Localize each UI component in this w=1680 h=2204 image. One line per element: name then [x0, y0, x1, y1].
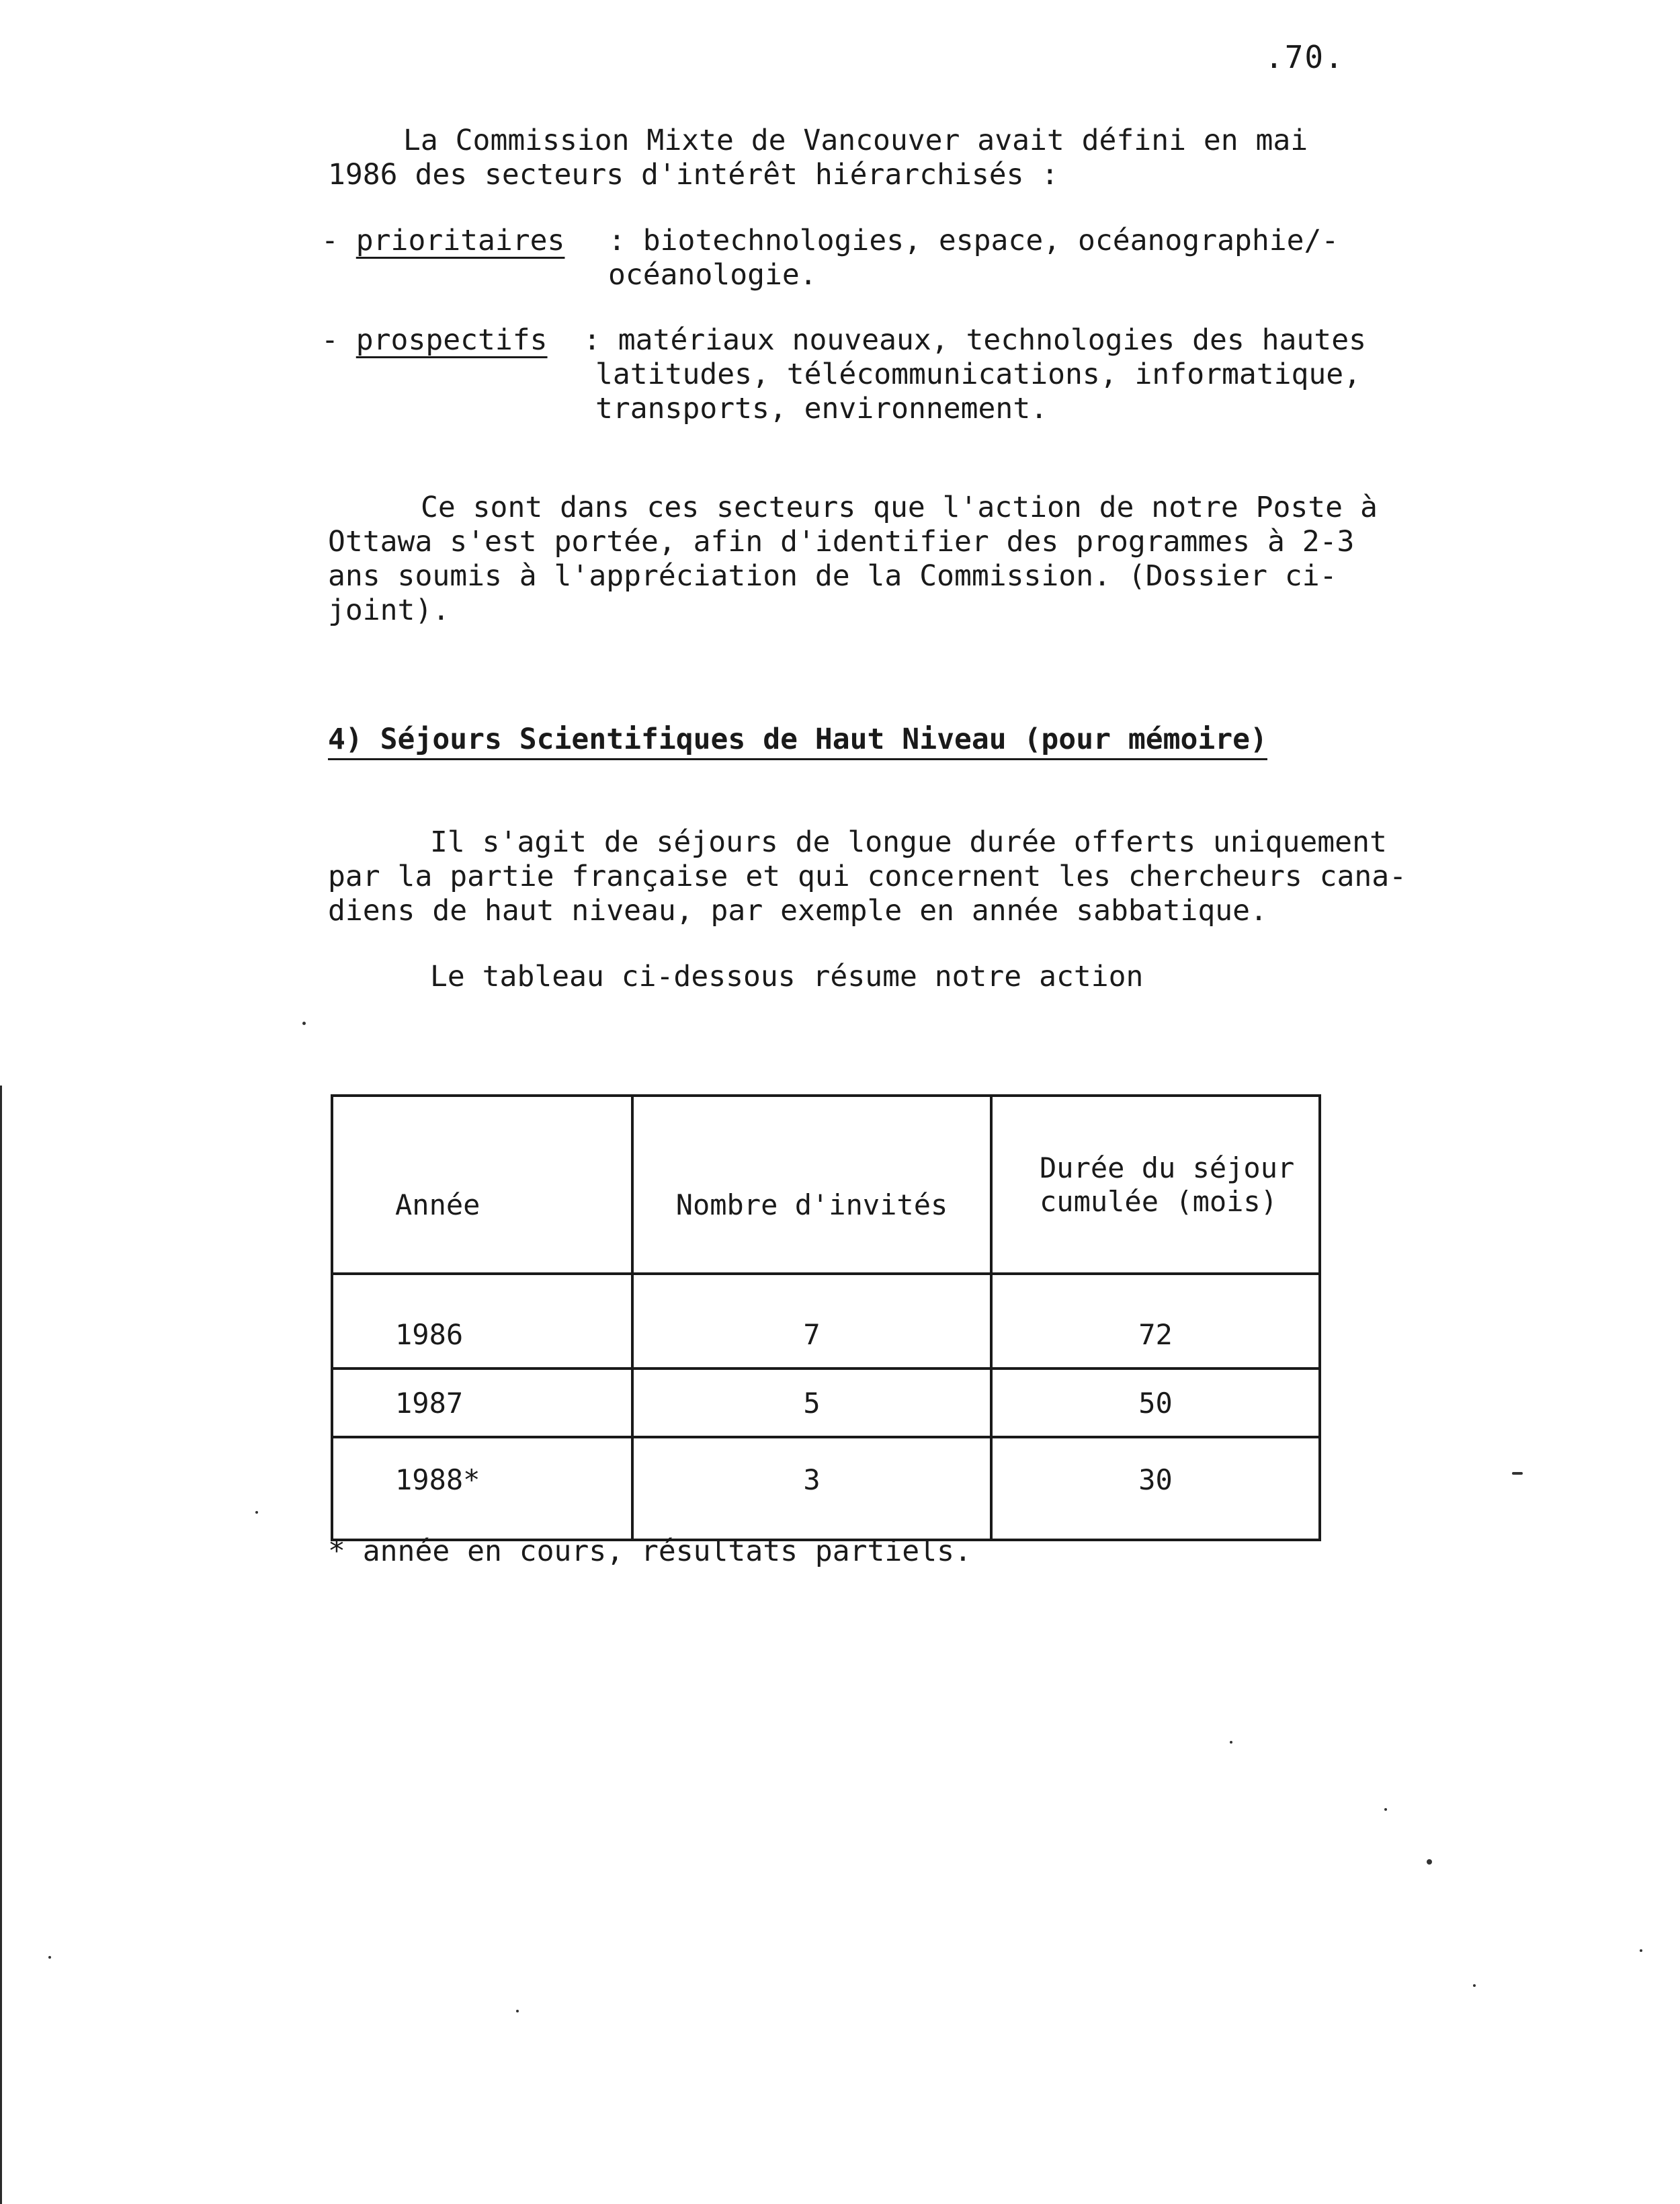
sector-label-prospectifs: prospectifs	[355, 323, 548, 357]
table-row	[332, 1369, 1320, 1437]
cell-year: 1987	[332, 1369, 632, 1437]
intro-line-2: 1986 des secteurs d'intérêt hiérarchisés :	[328, 158, 1059, 192]
table-row	[332, 1437, 1320, 1540]
scan-edge-line	[0, 1086, 2, 2204]
scan-speck	[1230, 1741, 1232, 1744]
sector-prospectifs-line-1: : matériaux nouveaux, technologies des hautes	[583, 323, 1366, 357]
cell-year: 1986	[332, 1274, 632, 1369]
para2-line-1: Ce sont dans ces secteurs que l'action de notre Poste à	[421, 491, 1378, 524]
sector-label-prioritaires: prioritaires	[355, 224, 565, 257]
section-heading: 4) Séjours Scientifiques de Haut Niveau (pour mémoire)	[328, 723, 1267, 756]
scan-speck	[48, 1956, 51, 1959]
page-number: .70.	[1265, 39, 1345, 75]
table-header-row	[332, 1096, 1320, 1274]
para2-line-3: ans soumis à l'appréciation de la Commission. (Dossier ci-	[328, 559, 1337, 593]
cell-duration: 72	[991, 1274, 1320, 1369]
header-duration-line-1: Durée du séjour	[1040, 1151, 1295, 1184]
scan-speck	[255, 1511, 258, 1514]
scan-speck	[1384, 1808, 1387, 1811]
table-intro: Le tableau ci-dessous résume notre action	[430, 960, 1144, 993]
sector-prospectifs-line-3: transports, environnement.	[595, 392, 1048, 425]
cell-guests: 7	[632, 1274, 991, 1369]
sector-prioritaires-line-2: océanologie.	[608, 258, 817, 292]
cell-year: 1988*	[332, 1437, 632, 1540]
sector-prioritaires-line-1: : biotechnologies, espace, océanographie/-	[608, 224, 1339, 257]
para2-line-4: joint).	[328, 594, 450, 627]
scan-speck	[1640, 1949, 1642, 1952]
intro-line-1: La Commission Mixte de Vancouver avait défini en mai	[403, 124, 1308, 157]
cell-guests: 3	[632, 1437, 991, 1540]
table-row	[332, 1274, 1320, 1369]
scan-speck	[1473, 1984, 1476, 1987]
sector-prospectifs-line-2: latitudes, télécommunications, informatique,	[595, 358, 1361, 391]
scan-speck	[1427, 1859, 1432, 1865]
scan-speck	[302, 1022, 306, 1025]
cell-guests: 5	[632, 1369, 991, 1437]
header-duration	[991, 1096, 1320, 1274]
footnote: * année en cours, résultats partiels.	[328, 1535, 972, 1568]
header-guests: Nombre d'invités	[632, 1096, 991, 1274]
cell-duration: 50	[991, 1369, 1320, 1437]
header-year: Année	[332, 1096, 632, 1274]
scan-speck	[1512, 1472, 1523, 1475]
section4-para-line-3: diens de haut niveau, par exemple en année sabbatique.	[328, 894, 1267, 928]
sector-prospectifs	[321, 323, 548, 358]
guests-table	[331, 1094, 1321, 1496]
section4-para-line-2: par la partie française et qui concernent les chercheurs cana-	[328, 860, 1407, 893]
sector-prefix: -	[321, 224, 356, 257]
para2-line-2: Ottawa s'est portée, afin d'identifier des programmes à 2-3	[328, 525, 1355, 559]
header-duration-line-2: cumulée (mois)	[1040, 1184, 1278, 1218]
scan-speck	[516, 2010, 519, 2012]
sector-prioritaires	[321, 224, 564, 258]
sector-prefix: -	[321, 323, 356, 357]
cell-duration: 30	[991, 1437, 1320, 1540]
section4-para-line-1: Il s'agit de séjours de longue durée offerts uniquement	[430, 825, 1387, 859]
